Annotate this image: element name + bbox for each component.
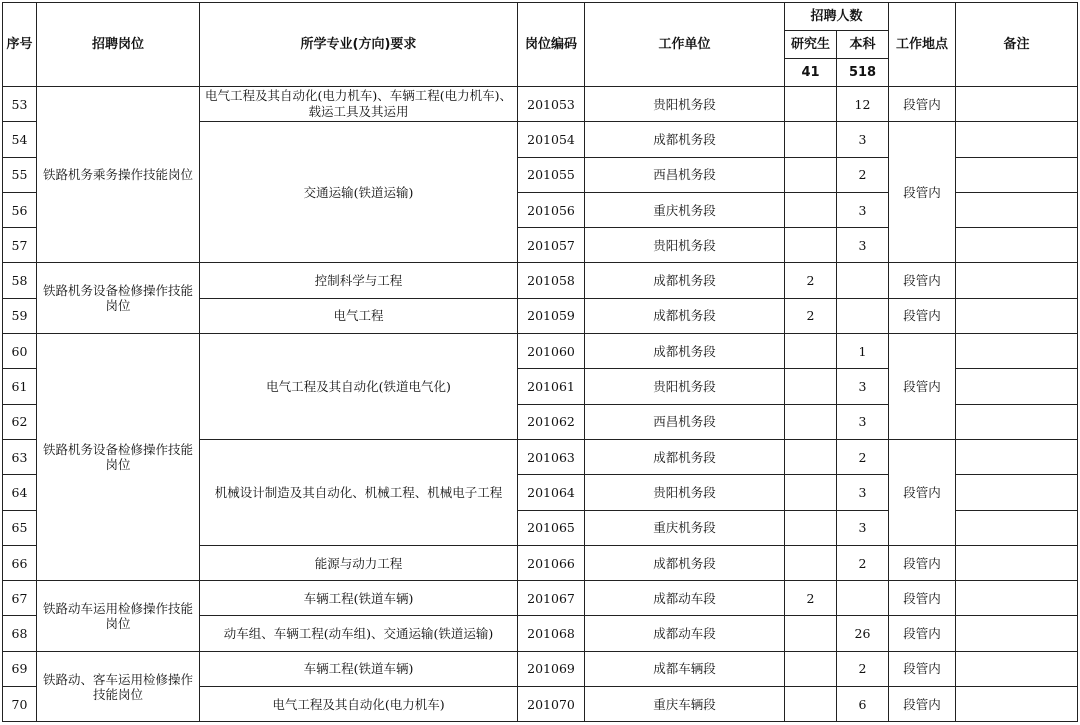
- cell-grad: [785, 616, 837, 651]
- cell-position: 铁路动、客车运用检修操作技能岗位: [37, 651, 200, 722]
- cell-unit: 西昌机务段: [585, 157, 785, 192]
- cell-major: 电气工程及其自动化(电力机车)、车辆工程(电力机车)、载运工具及其运用: [200, 87, 518, 122]
- header-major: 所学专业(方向)要求: [200, 3, 518, 87]
- cell-seq: 54: [3, 122, 37, 157]
- header-grad-total: 41: [785, 59, 837, 87]
- table-body: [3, 87, 1078, 722]
- cell-location: 段管内: [889, 334, 956, 440]
- cell-bachelor: 3: [837, 475, 889, 510]
- cell-seq: 68: [3, 616, 37, 651]
- cell-bachelor: 3: [837, 404, 889, 439]
- cell-bachelor: 2: [837, 157, 889, 192]
- cell-location: 段管内: [889, 616, 956, 651]
- cell-bachelor: 2: [837, 651, 889, 686]
- cell-remark: [956, 122, 1078, 157]
- cell-code: 201059: [518, 298, 585, 333]
- cell-grad: [785, 545, 837, 580]
- cell-bachelor: 3: [837, 228, 889, 263]
- cell-unit: 重庆车辆段: [585, 687, 785, 722]
- cell-grad: [785, 404, 837, 439]
- cell-major: 能源与动力工程: [200, 545, 518, 580]
- cell-remark: [956, 581, 1078, 616]
- cell-remark: [956, 651, 1078, 686]
- cell-unit: 成都机务段: [585, 122, 785, 157]
- cell-seq: 65: [3, 510, 37, 545]
- cell-remark: [956, 687, 1078, 722]
- cell-remark: [956, 157, 1078, 192]
- cell-remark: [956, 228, 1078, 263]
- recruitment-table-sheet: [2, 2, 1078, 722]
- cell-unit: 重庆机务段: [585, 510, 785, 545]
- cell-seq: 57: [3, 228, 37, 263]
- cell-unit: 贵阳机务段: [585, 369, 785, 404]
- cell-remark: [956, 298, 1078, 333]
- cell-remark: [956, 510, 1078, 545]
- cell-code: 201062: [518, 404, 585, 439]
- header-bachelor-total: 518: [837, 59, 889, 87]
- cell-code: 201069: [518, 651, 585, 686]
- header-grad: 研究生: [785, 31, 837, 59]
- header-bachelor: 本科: [837, 31, 889, 59]
- cell-major: 交通运输(铁道运输): [200, 122, 518, 263]
- cell-grad: 2: [785, 263, 837, 298]
- cell-bachelor: 12: [837, 87, 889, 122]
- cell-grad: [785, 228, 837, 263]
- cell-grad: [785, 334, 837, 369]
- cell-position: 铁路机务乘务操作技能岗位: [37, 87, 200, 263]
- cell-grad: [785, 439, 837, 474]
- cell-unit: 贵阳机务段: [585, 228, 785, 263]
- header-seq: 序号: [3, 3, 37, 87]
- cell-grad: 2: [785, 581, 837, 616]
- cell-unit: 成都机务段: [585, 334, 785, 369]
- cell-location: 段管内: [889, 687, 956, 722]
- table-row: [3, 334, 1078, 369]
- recruitment-table: [2, 2, 1078, 722]
- cell-unit: 重庆机务段: [585, 192, 785, 227]
- cell-unit: 成都机务段: [585, 545, 785, 580]
- cell-remark: [956, 616, 1078, 651]
- cell-major: 电气工程及其自动化(铁道电气化): [200, 334, 518, 440]
- cell-seq: 56: [3, 192, 37, 227]
- cell-unit: 成都机务段: [585, 263, 785, 298]
- cell-location: 段管内: [889, 581, 956, 616]
- cell-bachelor: 3: [837, 369, 889, 404]
- cell-major: 车辆工程(铁道车辆): [200, 651, 518, 686]
- header-unit: 工作单位: [585, 3, 785, 87]
- header-code: 岗位编码: [518, 3, 585, 87]
- cell-major: 车辆工程(铁道车辆): [200, 581, 518, 616]
- cell-unit: 成都动车段: [585, 616, 785, 651]
- cell-bachelor: 2: [837, 545, 889, 580]
- cell-seq: 69: [3, 651, 37, 686]
- cell-unit: 贵阳机务段: [585, 87, 785, 122]
- cell-remark: [956, 334, 1078, 369]
- cell-unit: 成都动车段: [585, 581, 785, 616]
- cell-code: 201070: [518, 687, 585, 722]
- cell-position: 铁路机务设备检修操作技能岗位: [37, 334, 200, 581]
- cell-code: 201065: [518, 510, 585, 545]
- cell-seq: 63: [3, 439, 37, 474]
- cell-seq: 58: [3, 263, 37, 298]
- cell-bachelor: [837, 263, 889, 298]
- cell-remark: [956, 263, 1078, 298]
- cell-bachelor: [837, 581, 889, 616]
- cell-remark: [956, 545, 1078, 580]
- cell-location: 段管内: [889, 651, 956, 686]
- cell-grad: [785, 651, 837, 686]
- cell-code: 201066: [518, 545, 585, 580]
- header-position: 招聘岗位: [37, 3, 200, 87]
- cell-unit: 贵阳机务段: [585, 475, 785, 510]
- header-count-group: 招聘人数: [785, 3, 889, 31]
- cell-position: 铁路机务设备检修操作技能岗位: [37, 263, 200, 334]
- cell-grad: [785, 475, 837, 510]
- cell-bachelor: 6: [837, 687, 889, 722]
- cell-location: 段管内: [889, 263, 956, 298]
- cell-unit: 成都机务段: [585, 439, 785, 474]
- cell-code: 201060: [518, 334, 585, 369]
- cell-unit: 成都车辆段: [585, 651, 785, 686]
- cell-seq: 59: [3, 298, 37, 333]
- cell-location: 段管内: [889, 87, 956, 122]
- cell-code: 201056: [518, 192, 585, 227]
- cell-code: 201058: [518, 263, 585, 298]
- cell-grad: [785, 157, 837, 192]
- cell-code: 201061: [518, 369, 585, 404]
- cell-remark: [956, 192, 1078, 227]
- cell-seq: 66: [3, 545, 37, 580]
- cell-code: 201054: [518, 122, 585, 157]
- cell-grad: 2: [785, 298, 837, 333]
- cell-seq: 60: [3, 334, 37, 369]
- cell-remark: [956, 87, 1078, 122]
- cell-location: 段管内: [889, 298, 956, 333]
- cell-bachelor: 26: [837, 616, 889, 651]
- cell-seq: 62: [3, 404, 37, 439]
- cell-remark: [956, 475, 1078, 510]
- cell-bachelor: 3: [837, 510, 889, 545]
- header-remark: 备注: [956, 3, 1078, 87]
- cell-code: 201067: [518, 581, 585, 616]
- cell-grad: [785, 87, 837, 122]
- table-row: [3, 87, 1078, 122]
- cell-bachelor: 3: [837, 192, 889, 227]
- cell-seq: 64: [3, 475, 37, 510]
- cell-position: 铁路动车运用检修操作技能岗位: [37, 581, 200, 652]
- cell-major: 电气工程及其自动化(电力机车): [200, 687, 518, 722]
- cell-unit: 成都机务段: [585, 298, 785, 333]
- cell-code: 201057: [518, 228, 585, 263]
- table-row: [3, 651, 1078, 686]
- cell-location: 段管内: [889, 545, 956, 580]
- cell-location: 段管内: [889, 122, 956, 263]
- cell-seq: 61: [3, 369, 37, 404]
- cell-seq: 67: [3, 581, 37, 616]
- cell-code: 201064: [518, 475, 585, 510]
- cell-unit: 西昌机务段: [585, 404, 785, 439]
- cell-bachelor: 3: [837, 122, 889, 157]
- cell-major: 动车组、车辆工程(动车组)、交通运输(铁道运输): [200, 616, 518, 651]
- cell-major: 控制科学与工程: [200, 263, 518, 298]
- table-header: [3, 3, 1078, 87]
- cell-seq: 55: [3, 157, 37, 192]
- cell-remark: [956, 439, 1078, 474]
- cell-remark: [956, 369, 1078, 404]
- cell-grad: [785, 122, 837, 157]
- cell-grad: [785, 510, 837, 545]
- cell-seq: 70: [3, 687, 37, 722]
- cell-grad: [785, 192, 837, 227]
- cell-bachelor: 1: [837, 334, 889, 369]
- cell-code: 201068: [518, 616, 585, 651]
- cell-grad: [785, 369, 837, 404]
- cell-code: 201055: [518, 157, 585, 192]
- table-row: [3, 263, 1078, 298]
- cell-major: 电气工程: [200, 298, 518, 333]
- cell-bachelor: [837, 298, 889, 333]
- cell-grad: [785, 687, 837, 722]
- cell-remark: [956, 404, 1078, 439]
- table-row: [3, 581, 1078, 616]
- header-location: 工作地点: [889, 3, 956, 87]
- cell-location: 段管内: [889, 439, 956, 545]
- cell-code: 201063: [518, 439, 585, 474]
- cell-code: 201053: [518, 87, 585, 122]
- cell-seq: 53: [3, 87, 37, 122]
- cell-major: 机械设计制造及其自动化、机械工程、机械电子工程: [200, 439, 518, 545]
- cell-bachelor: 2: [837, 439, 889, 474]
